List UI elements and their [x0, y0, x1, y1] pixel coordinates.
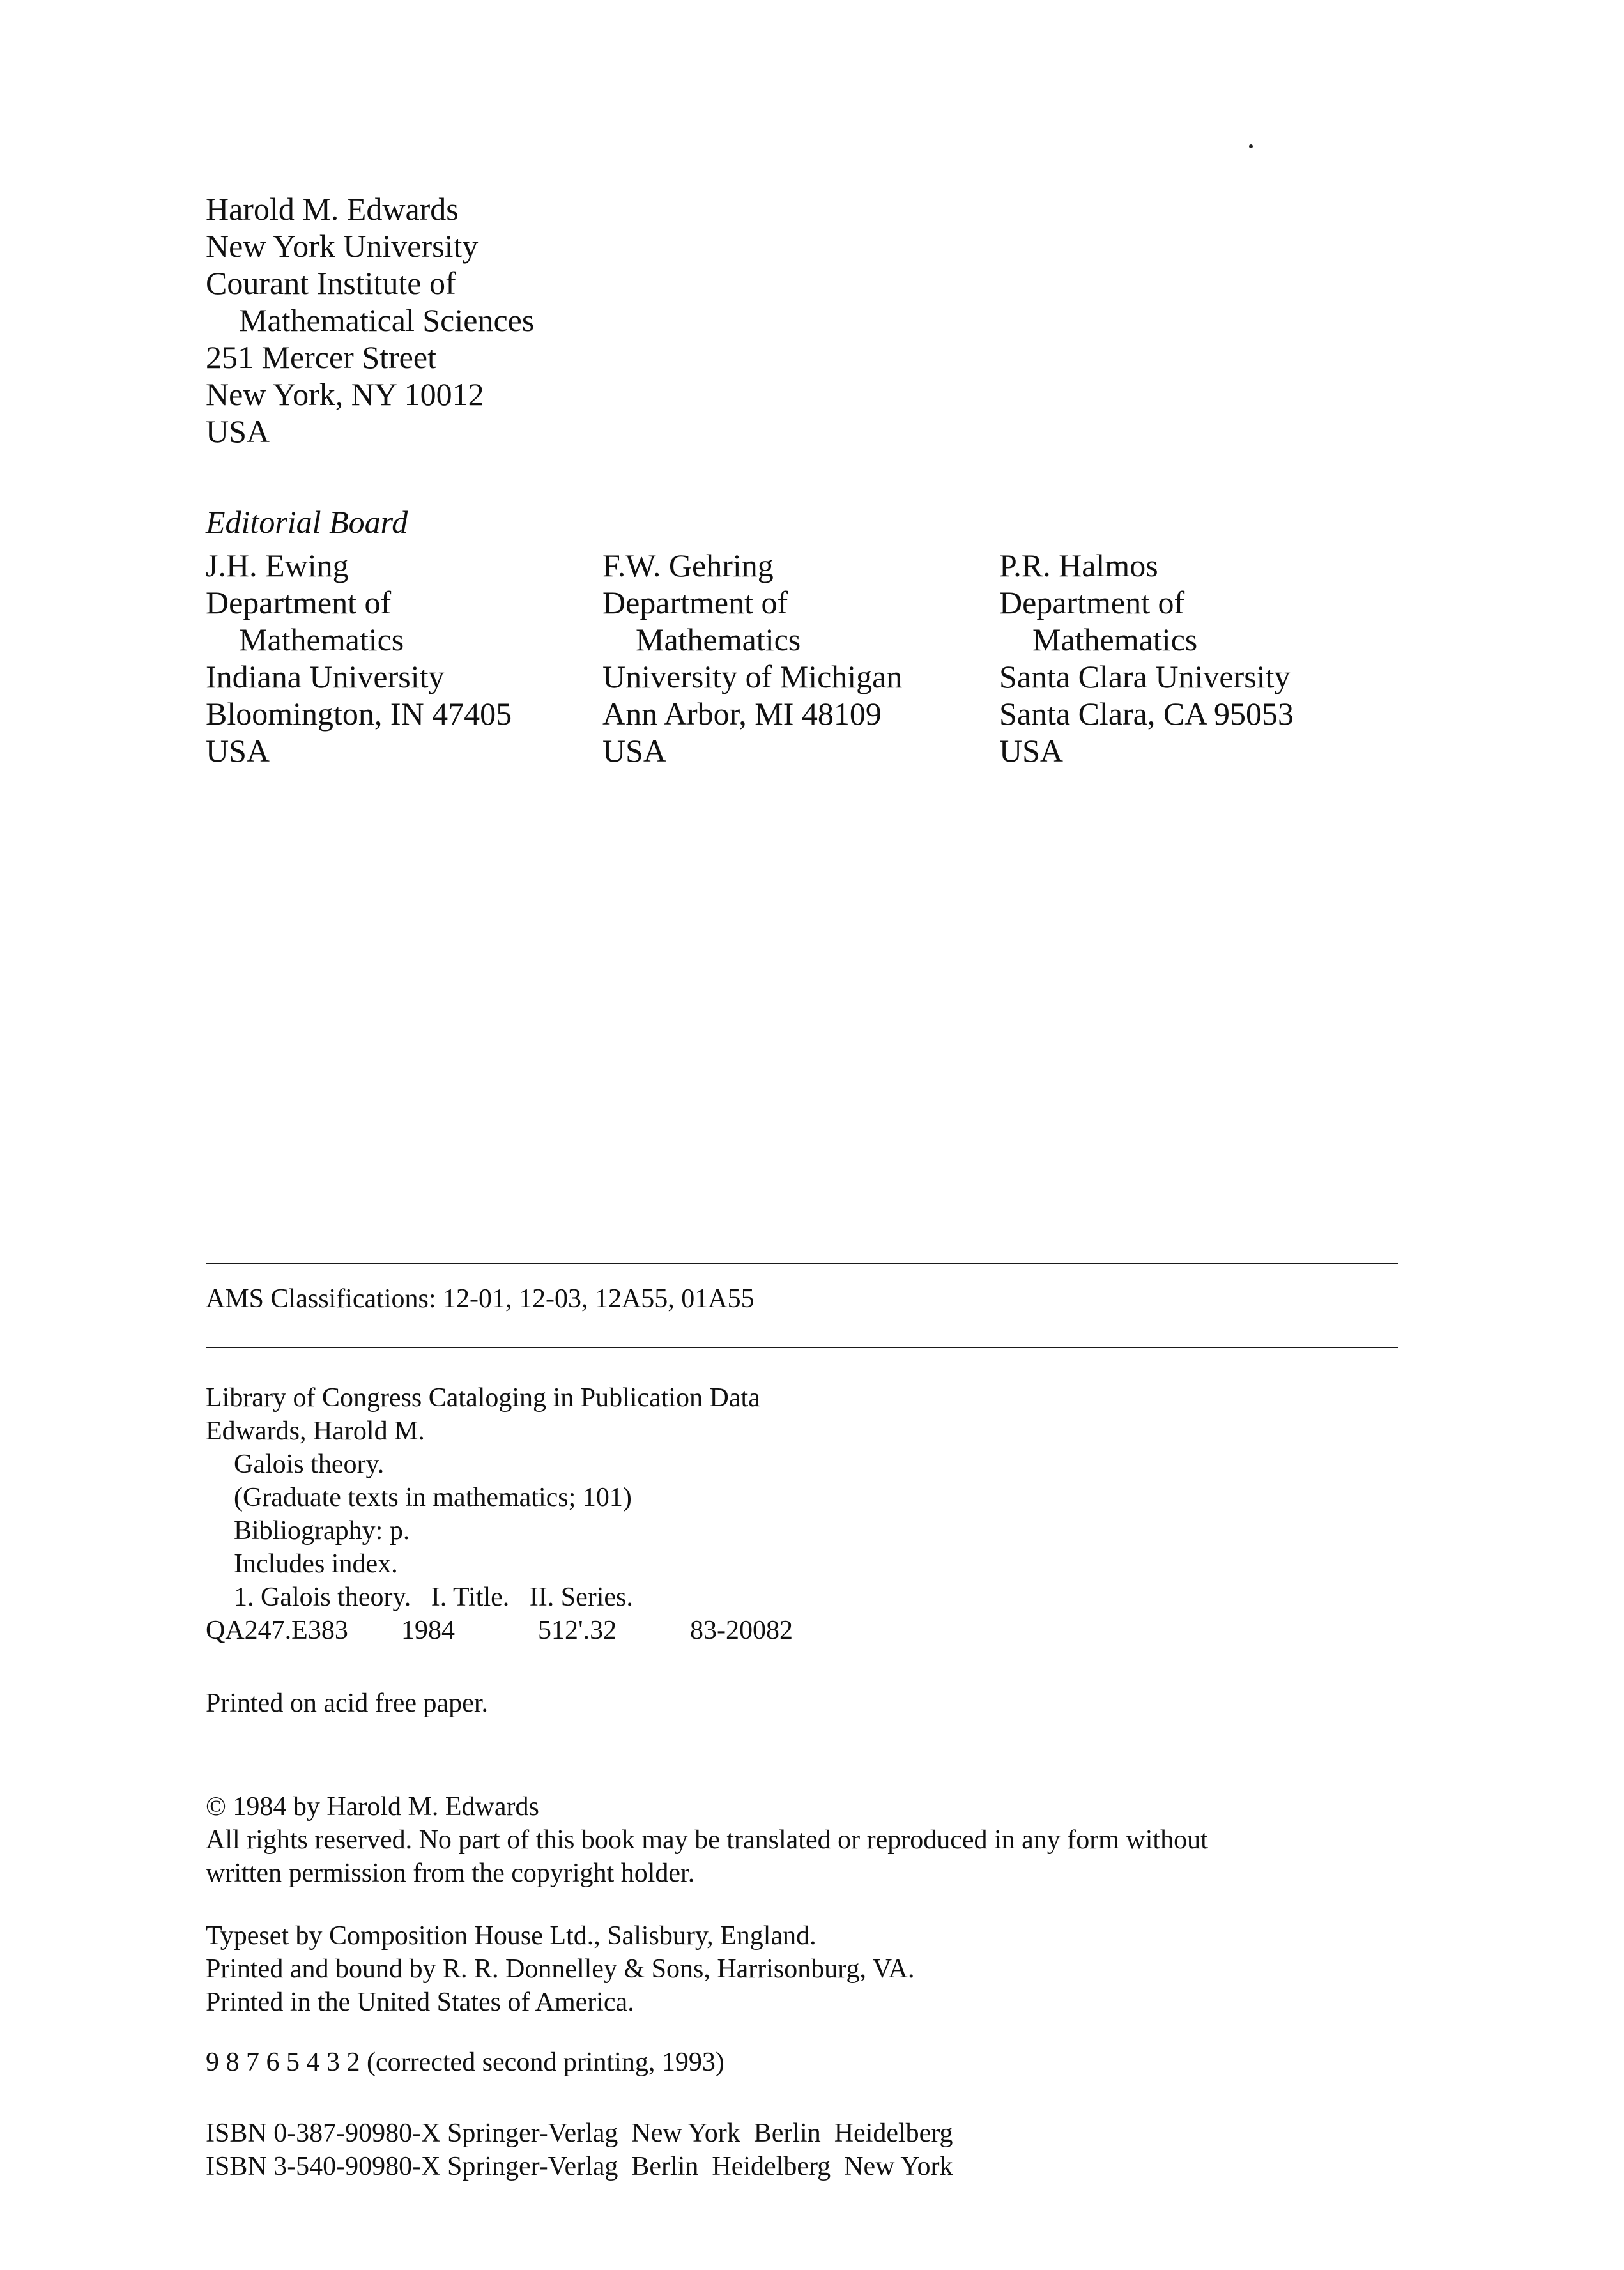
- member-dept-cont: Mathematics: [1032, 622, 1198, 657]
- dewey-number: 512'.32: [538, 1616, 617, 1645]
- publication-year: 1984: [401, 1616, 455, 1645]
- author-street: 251 Mercer Street: [206, 339, 436, 375]
- printer-line: Printed and bound by R. R. Donnelley & Sons, Harrisonburg, VA.: [206, 1954, 915, 1984]
- typeset-line: Typeset by Composition House Ltd., Salisbury, England.: [206, 1921, 816, 1951]
- cip-title: Galois theory.: [234, 1450, 385, 1479]
- member-dept: Department of: [206, 585, 392, 620]
- copyright-block: [206, 1790, 1208, 1890]
- cip-author: Edwards, Harold M.: [206, 1416, 425, 1446]
- author-address: [206, 190, 534, 450]
- cip-bibliography: Bibliography: p.: [234, 1516, 410, 1545]
- rights-line-2: written permission from the copyright holder.: [206, 1859, 695, 1888]
- divider-bottom: [206, 1347, 1398, 1348]
- member-institution: University of Michigan: [602, 659, 903, 694]
- isbn-line-2: ISBN 3-540-90980-X Springer-Verlag Berlin Heidelberg New York: [206, 2152, 953, 2181]
- author-institute: Courant Institute of: [206, 265, 456, 301]
- member-name: F.W. Gehring: [602, 548, 774, 583]
- member-dept: Department of: [602, 585, 788, 620]
- country-line: Printed in the United States of America.: [206, 1988, 634, 2017]
- cip-call-number: [206, 1614, 793, 1647]
- board-member-ewing: [206, 547, 512, 769]
- divider-top: [206, 1263, 1398, 1264]
- editorial-board-label: Editorial Board: [206, 504, 408, 540]
- acid-free-note: Printed on acid free paper.: [206, 1689, 488, 1718]
- member-institution: Indiana University: [206, 659, 445, 694]
- member-country: USA: [999, 733, 1064, 769]
- member-country: USA: [602, 733, 667, 769]
- member-city: Santa Clara, CA 95053: [999, 696, 1294, 732]
- author-university: New York University: [206, 228, 479, 264]
- board-member-gehring: [602, 547, 902, 769]
- member-institution: Santa Clara University: [999, 659, 1291, 694]
- printing-line: 9 8 7 6 5 4 3 2 (corrected second printing, 1993): [206, 2048, 724, 2077]
- copyright-notice: © 1984 by Harold M. Edwards: [206, 1792, 539, 1821]
- cip-index: Includes index.: [234, 1549, 398, 1579]
- member-dept-cont: Mathematics: [239, 622, 404, 657]
- member-city: Bloomington, IN 47405: [206, 696, 512, 732]
- member-country: USA: [206, 733, 270, 769]
- author-institute-cont: Mathematical Sciences: [239, 302, 535, 338]
- cip-data: [206, 1381, 793, 1647]
- member-dept-cont: Mathematics: [636, 622, 801, 657]
- production-block: [206, 1919, 915, 2019]
- member-city: Ann Arbor, MI 48109: [602, 696, 882, 732]
- isbn-line-1: ISBN 0-387-90980-X Springer-Verlag New York Berlin Heidelberg: [206, 2119, 953, 2148]
- cip-heading: Library of Congress Cataloging in Publication Data: [206, 1383, 760, 1413]
- member-dept: Department of: [999, 585, 1185, 620]
- author-city: New York, NY 10012: [206, 376, 484, 412]
- rights-line-1: All rights reserved. No part of this book may be translated or reproduced in any form without: [206, 1825, 1208, 1855]
- member-name: P.R. Halmos: [999, 548, 1158, 583]
- ams-classifications: AMS Classifications: 12-01, 12-03, 12A55, 01A55: [206, 1284, 755, 1314]
- cip-subjects: 1. Galois theory. I. Title. II. Series.: [234, 1583, 633, 1612]
- lccn-number: 83-20082: [690, 1616, 793, 1645]
- stray-dot: [1249, 144, 1253, 148]
- board-member-halmos: [999, 547, 1294, 769]
- author-name: Harold M. Edwards: [206, 191, 459, 227]
- cip-series: (Graduate texts in mathematics; 101): [234, 1483, 632, 1512]
- author-country: USA: [206, 413, 270, 449]
- member-name: J.H. Ewing: [206, 548, 349, 583]
- lc-call-number: QA247.E383: [206, 1616, 348, 1645]
- isbn-block: [206, 2117, 953, 2183]
